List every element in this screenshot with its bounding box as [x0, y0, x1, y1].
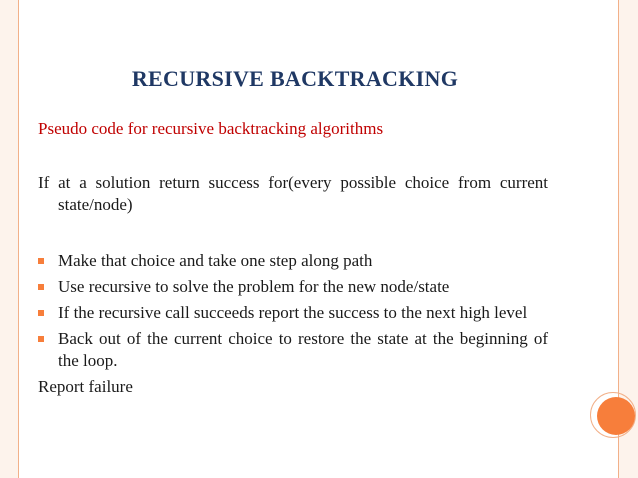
bullet-text: Back out of the current choice to restore the state at the beginning of the loop. — [58, 329, 548, 370]
slide-body — [38, 172, 548, 398]
bullet-item — [38, 276, 548, 298]
bullet-item — [38, 302, 548, 324]
intro-paragraph: If at a solution return success for(every possible choice from current state/node) — [38, 173, 548, 214]
square-bullet-icon — [38, 258, 44, 264]
bullet-text: If the recursive call succeeds report the success to the next high level — [58, 303, 528, 322]
square-bullet-icon — [38, 336, 44, 342]
bullet-item — [38, 250, 548, 272]
slide-subtitle: Pseudo code for recursive backtracking algorithms — [38, 119, 384, 138]
slide-title: RECURSIVE BACKTRACKING — [131, 66, 459, 91]
bullet-list — [38, 250, 548, 372]
orange-circle-icon — [597, 397, 635, 435]
bullet-text: Make that choice and take one step along path — [58, 251, 373, 270]
bullet-text: Use recursive to solve the problem for the new node/state — [58, 277, 450, 296]
closing-line: Report failure — [38, 377, 133, 396]
square-bullet-icon — [38, 284, 44, 290]
bullet-item — [38, 328, 548, 372]
square-bullet-icon — [38, 310, 44, 316]
